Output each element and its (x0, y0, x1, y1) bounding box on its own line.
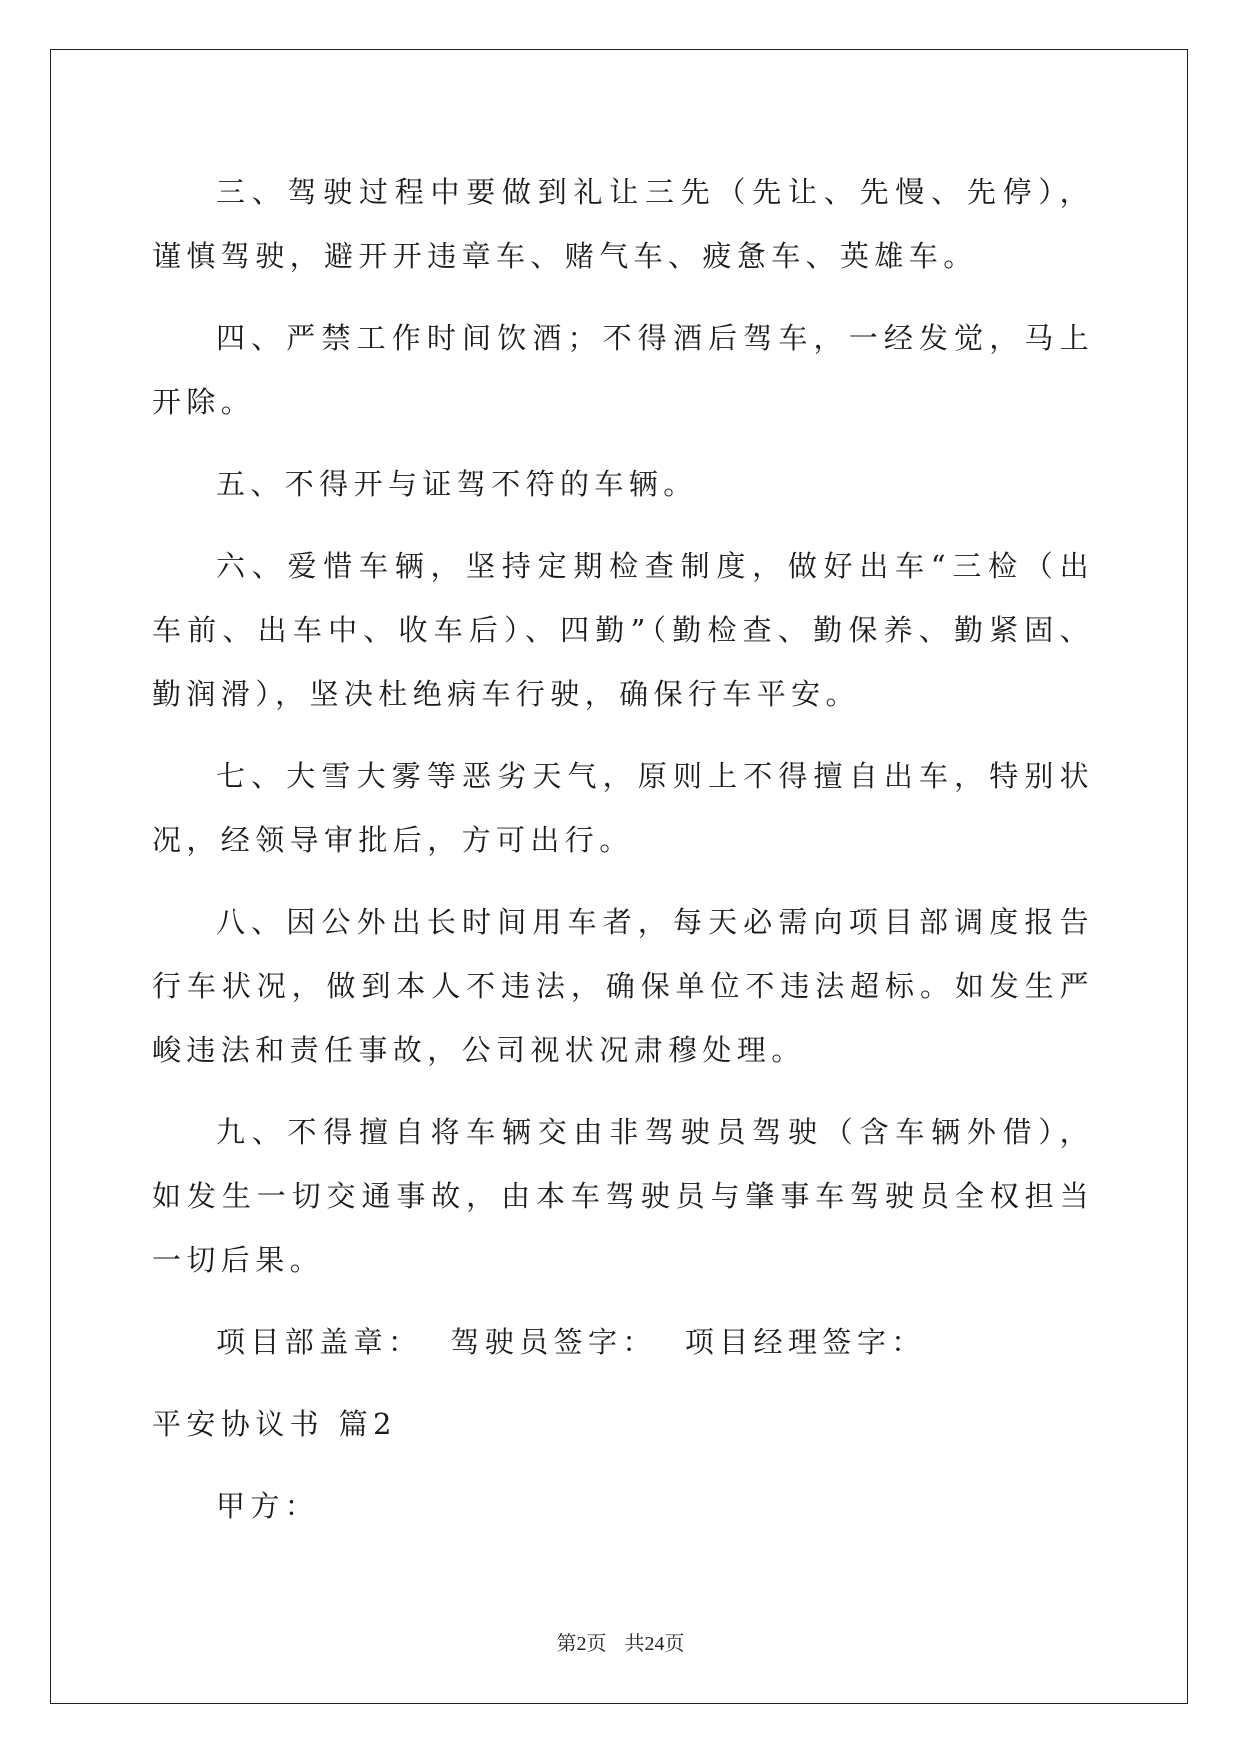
document-body (152, 160, 1094, 1556)
party-a-label: 甲方： (216, 1489, 320, 1523)
signature-line (152, 1310, 1094, 1374)
clause-5: 五、不得开与证驾不符的车辆。 (216, 467, 698, 501)
clause-9: 九、不得擅自将车辆交由非驾驶员驾驶（含车辆外借），如发生一切交通事故，由本车驾驶员与肇事车驾驶员全权担当一切后果。 (152, 1115, 1094, 1277)
clause-6: 六、爱惜车辆，坚持定期检查制度，做好出车“三检（出车前、出车中、收车后）、四勤”（勤检查、勤保养、勤紧固、勤润滑），坚决杜绝病车行驶，确保行车平安。 (152, 549, 1094, 711)
clause-7: 七、大雪大雾等恶劣天气，原则上不得擅自出车，特别状况，经领导审批后，方可出行。 (152, 759, 1094, 857)
clause-8: 八、因公外出长时间用车者，每天必需向项目部调度报告行车状况，做到本人不违法，确保单位不违法超标。如发生严峻违法和责任事故，公司视状况肃穆处理。 (152, 905, 1094, 1067)
page-number-total: 共24页 (624, 1633, 685, 1655)
page-number-current: 第2页 (556, 1633, 607, 1655)
driver-signature-label: 驾驶员签字： (450, 1325, 657, 1359)
project-dept-seal-label: 项目部盖章： (216, 1325, 423, 1359)
manager-signature-label: 项目经理签字： (684, 1325, 926, 1359)
clause-3: 三、驾驶过程中要做到礼让三先（先让、先慢、先停），谨慎驾驶，避开开违章车、赌气车、疲惫车、英雄车。 (152, 175, 1094, 273)
clause-4: 四、严禁工作时间饮酒；不得酒后驾车，一经发觉，马上开除。 (152, 321, 1094, 419)
section-title: 平安协议书 篇2 (152, 1407, 397, 1441)
page-footer (0, 1627, 1241, 1656)
